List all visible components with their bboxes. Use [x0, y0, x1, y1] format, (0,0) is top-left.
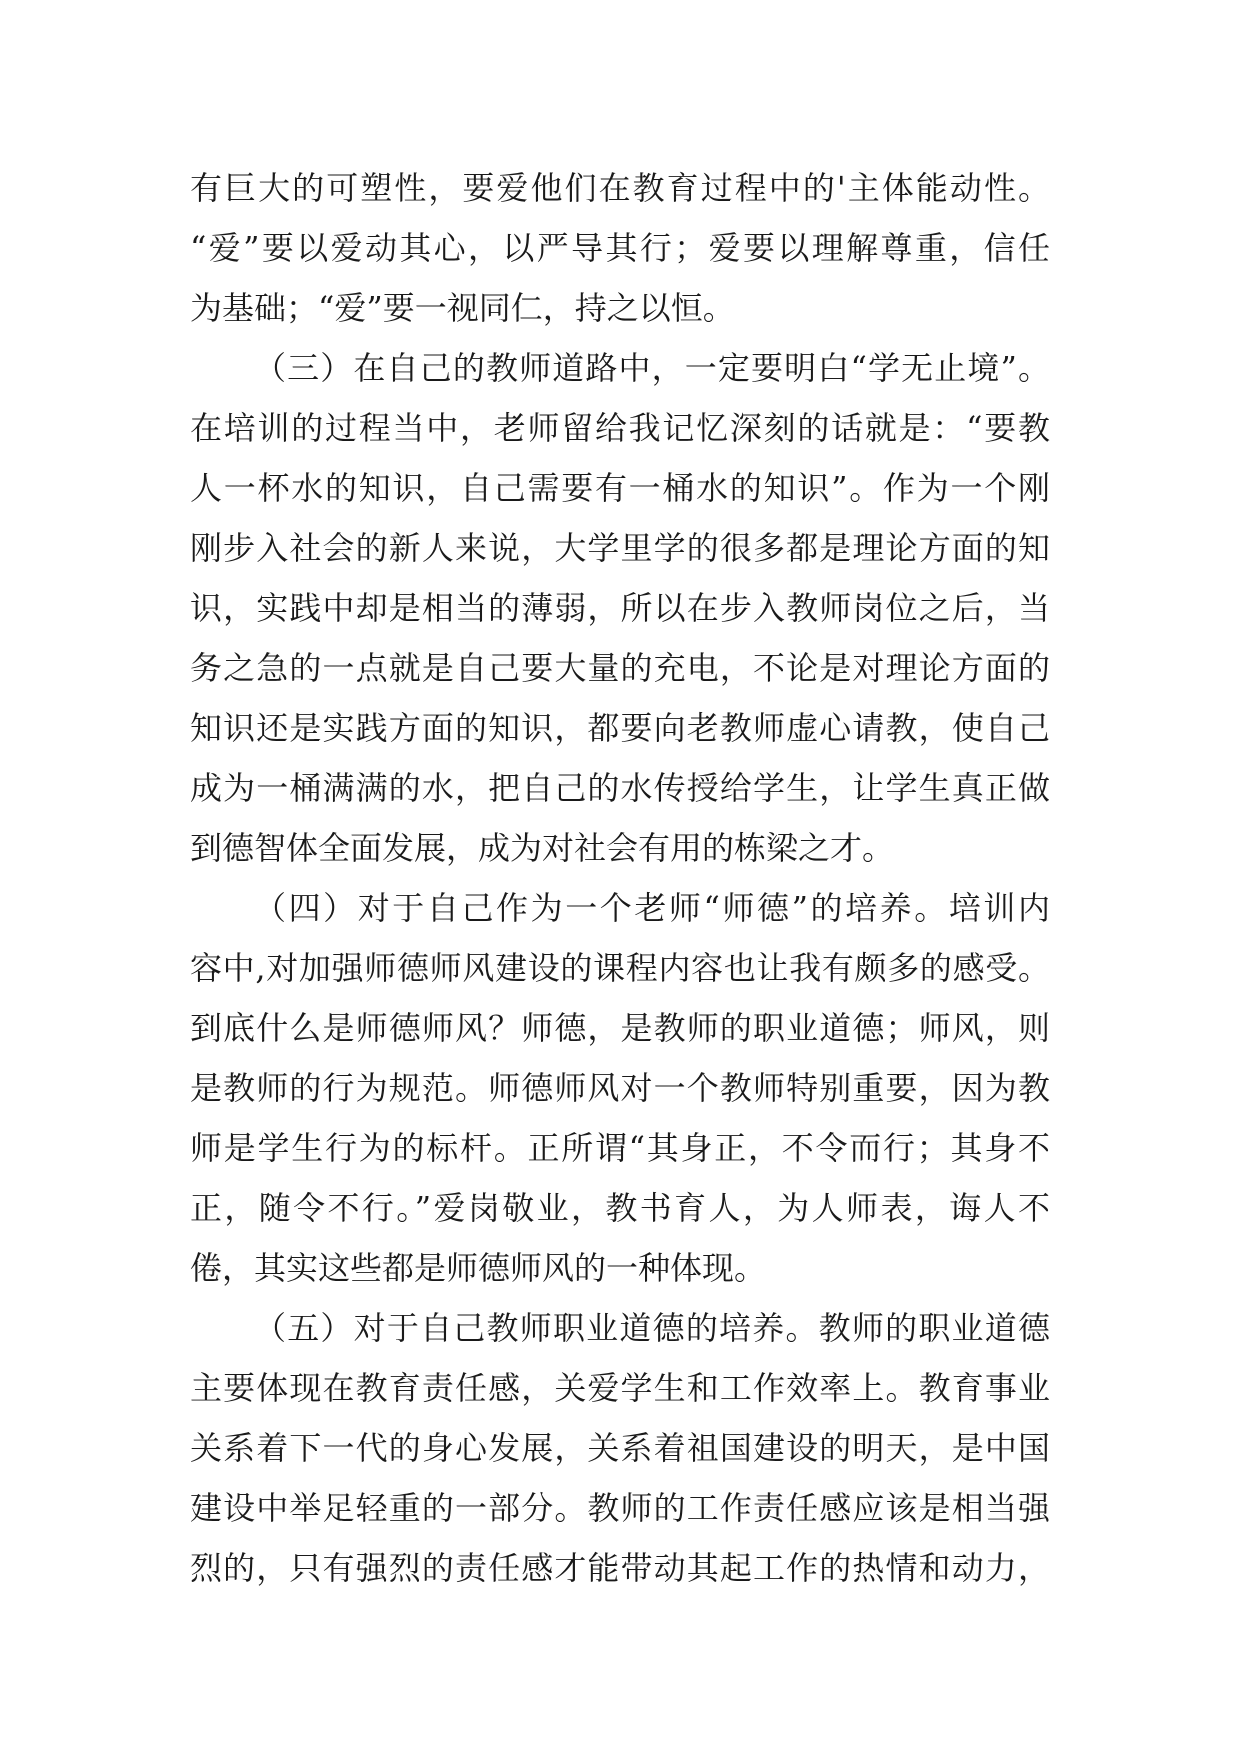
text-line: 在培训的过程当中，老师留给我记忆深刻的话就是：“要教 [190, 409, 1050, 447]
text-line: 到底什么是师德师风？师德，是教师的职业道德；师风，则 [190, 1009, 1050, 1047]
text-line: 知识还是实践方面的知识，都要向老教师虚心请教，使自己 [190, 709, 1050, 747]
text-line: 容中,对加强师德师风建设的课程内容也让我有颇多的感受。 [190, 949, 1050, 987]
text-line: 为基础；“爱”要一视同仁，持之以恒。 [190, 289, 735, 327]
text-line: 是教师的行为规范。师德师风对一个教师特别重要，因为教 [190, 1069, 1050, 1107]
text-line: （四）对于自己作为一个老师“师德”的培养。培训内 [254, 889, 1050, 927]
text-line: 建设中举足轻重的一部分。教师的工作责任感应该是相当强 [190, 1489, 1050, 1527]
text-line: 关系着下一代的身心发展，关系着祖国建设的明天，是中国 [190, 1429, 1050, 1467]
text-line: 人一杯水的知识，自己需要有一桶水的知识”。作为一个刚 [190, 469, 1050, 507]
text-line: 务之急的一点就是自己要大量的充电，不论是对理论方面的 [190, 649, 1050, 687]
text-line: 成为一桶满满的水，把自己的水传授给学生，让学生真正做 [190, 769, 1050, 807]
paragraph-section-3 [190, 338, 1050, 878]
text-line: （三）在自己的教师道路中，一定要明白“学无止境”。 [254, 349, 1050, 387]
text-line: 正，随令不行。”爱岗敬业，教书育人，为人师表，诲人不 [190, 1189, 1050, 1227]
text-line: 到德智体全面发展，成为对社会有用的栋梁之才。 [190, 829, 895, 867]
text-line: 有巨大的可塑性，要爱他们在教育过程中的'主体能动性。 [190, 169, 1050, 207]
paragraph-section-5 [190, 1298, 1050, 1598]
text-line: 倦，其实这些都是师德师风的一种体现。 [190, 1249, 767, 1287]
text-line: 识，实践中却是相当的薄弱，所以在步入教师岗位之后，当 [190, 589, 1050, 627]
text-line: 师是学生行为的标杆。正所谓“其身正，不令而行；其身不 [190, 1129, 1050, 1167]
text-line: 刚步入社会的新人来说，大学里学的很多都是理论方面的知 [190, 529, 1050, 567]
text-line: （五）对于自己教师职业道德的培养。教师的职业道德 [254, 1309, 1050, 1347]
body-text [190, 158, 1050, 1598]
text-line: 烈的，只有强烈的责任感才能带动其起工作的热情和动力， [190, 1549, 1050, 1587]
paragraph-continuation [190, 158, 1050, 338]
text-line: “爱”要以爱动其心，以严导其行；爱要以理解尊重，信任 [190, 229, 1050, 267]
text-line: 主要体现在教育责任感，关爱学生和工作效率上。教育事业 [190, 1369, 1050, 1407]
paragraph-section-4 [190, 878, 1050, 1298]
